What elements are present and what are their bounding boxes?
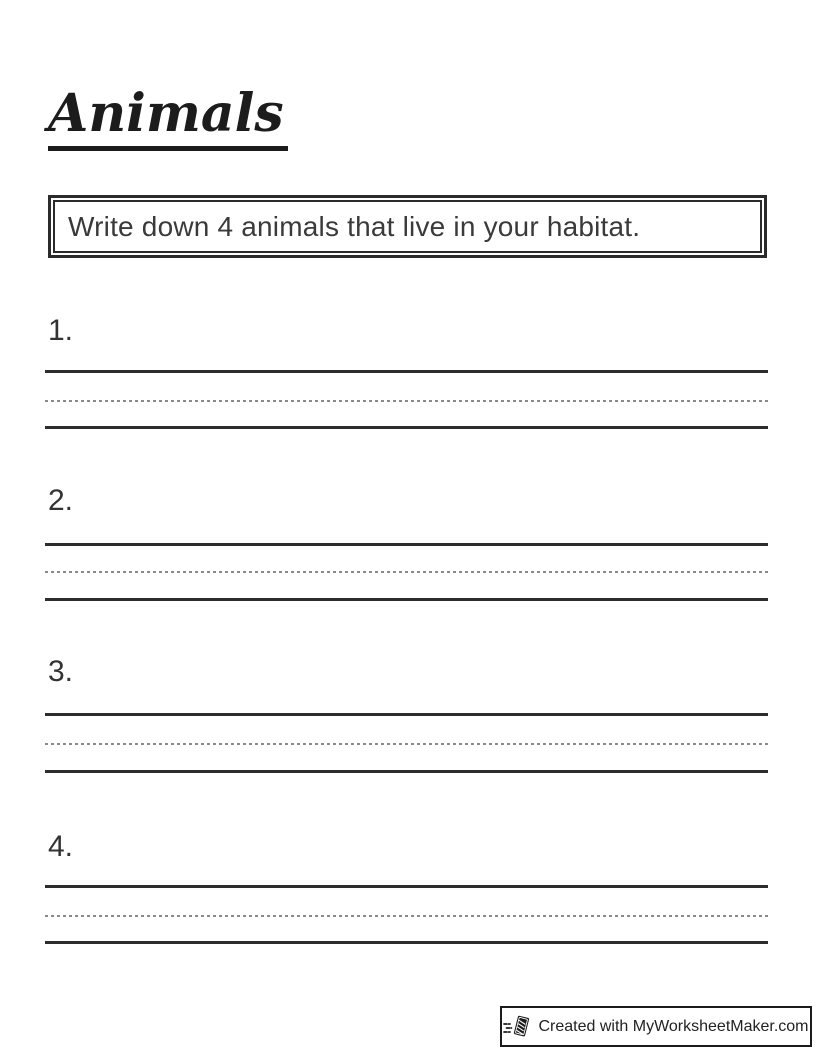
answer-line-solid-top: [45, 543, 768, 546]
answer-line-solid-bottom: [45, 941, 768, 944]
answer-line-solid-bottom: [45, 770, 768, 773]
answer-line-solid-top: [45, 885, 768, 888]
answer-line-solid-top: [45, 713, 768, 716]
item-number-3: 3.: [48, 655, 74, 688]
answer-line-dashed-mid: [45, 743, 768, 745]
instruction-text: Write down 4 animals that live in your habitat.: [53, 200, 762, 253]
flying-worksheet-icon: [503, 1013, 530, 1041]
answer-line-dashed-mid: [45, 571, 768, 573]
answer-line-dashed-mid: [45, 400, 768, 402]
answer-line-dashed-mid: [45, 915, 768, 917]
answer-line-solid-bottom: [45, 598, 768, 601]
answer-line-solid-bottom: [45, 426, 768, 429]
item-number-2: 2.: [48, 484, 74, 517]
credit-badge: [500, 1006, 812, 1047]
answer-line-solid-top: [45, 370, 768, 373]
credit-text: Created with MyWorksheetMaker.com: [538, 1017, 809, 1035]
page-title: Animals: [48, 87, 288, 152]
instruction-box: [48, 195, 767, 258]
item-number-4: 4.: [48, 830, 74, 863]
item-number-1: 1.: [48, 314, 74, 347]
